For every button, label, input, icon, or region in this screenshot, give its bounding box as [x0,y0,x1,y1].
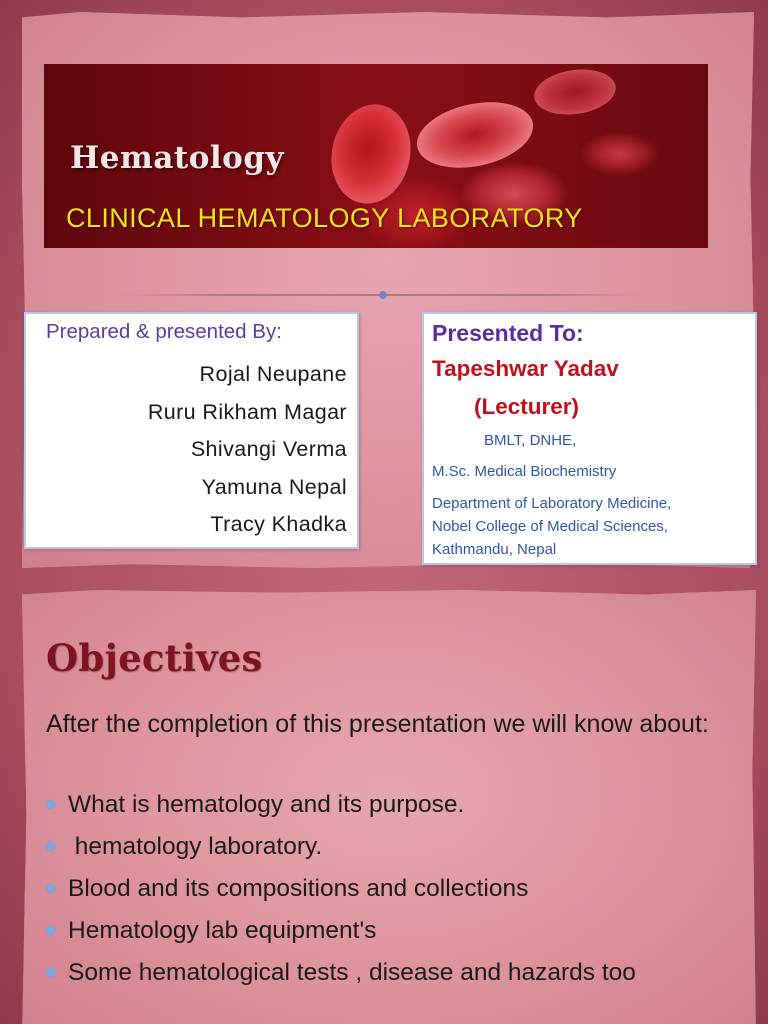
objectives-title: Objectives [46,636,263,680]
bullet-icon [46,926,55,935]
presented-to-box [422,312,757,565]
list-item [44,826,636,868]
prepared-by-box [24,312,359,549]
department-line: Kathmandu, Nepal [432,541,557,558]
presenter-name: Yamuna Nepal [201,474,347,499]
blood-cell-image [531,65,618,120]
presenter-name: Tracy Khadka [210,512,347,536]
bullet-icon [46,842,55,851]
banner-title: Hematology [70,140,285,176]
presenter-name: Ruru Rikham Magar [147,399,347,424]
presenter-list [148,356,347,544]
list-item [44,952,636,994]
prepared-by-heading: Prepared & presented By: [46,320,282,343]
list-item-text: Blood and its compositions and collections [68,875,529,902]
list-item [44,868,636,910]
lecturer-role: (Lecturer) [474,394,580,419]
list-item [44,910,636,952]
bullet-icon [46,800,55,809]
blood-cell-image [411,92,539,177]
objectives-list [44,784,636,994]
presenter-name: Rojal Neupane [199,362,347,386]
lecturer-department [432,492,671,561]
title-banner [44,64,708,248]
presented-to-heading: Presented To: [432,320,584,346]
department-line: Nobel College of Medical Sciences, [432,518,668,535]
bullet-icon [46,884,55,893]
objectives-intro: After the completion of this presentation we will know about: [46,710,709,738]
lecturer-name: Tapeshwar Yadav [432,356,619,381]
bullet-icon [46,968,55,977]
list-item-text: hematology laboratory. [68,833,323,860]
list-item [44,784,636,826]
lecturer-degree: M.Sc. Medical Biochemistry [432,463,617,480]
list-item-text: Hematology lab equipment's [68,917,377,944]
divider-dot [379,291,387,299]
presenter-name: Shivangi Verma [190,437,347,461]
department-line: Department of Laboratory Medicine, [432,495,672,512]
list-item-text: What is hematology and its purpose. [68,791,465,818]
blood-cell-image [322,97,419,211]
banner-subtitle: CLINICAL HEMATOLOGY LABORATORY [66,203,583,233]
lecturer-qualification: BMLT, DNHE, [484,432,577,449]
list-item-text: Some hematological tests , disease and hazards too [68,959,636,986]
